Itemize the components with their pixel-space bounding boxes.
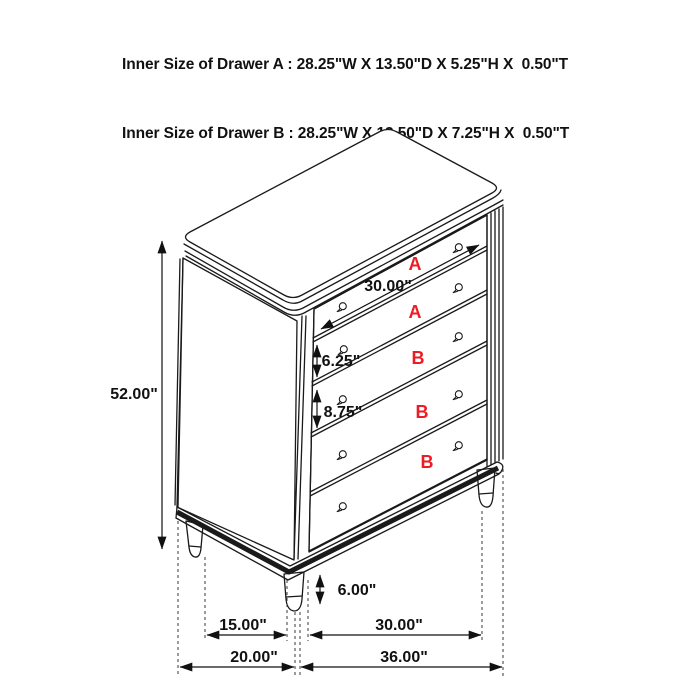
- dim-front-leg-spacing-label: 30.00": [375, 617, 423, 634]
- front-right-stile: [487, 207, 503, 467]
- drawer-2-label: A: [408, 302, 422, 322]
- dim-drawer-a-height-label: 6.25": [321, 353, 361, 370]
- dim-overall-width-label: 36.00": [380, 649, 428, 666]
- chest-illustration: [175, 130, 503, 612]
- drawer-1-label: A: [408, 254, 422, 274]
- drawer-4-label: B: [415, 402, 429, 422]
- dim-drawer-width-label: 30.00": [364, 278, 412, 295]
- inner-size-line-a: Inner Size of Drawer A : 28.25"W X 13.50"D X 5.25"H X 0.50"T: [122, 56, 568, 73]
- dim-drawer-b-height-label: 8.75": [323, 404, 363, 421]
- dim-overall-height-label: 52.00": [110, 386, 158, 403]
- inner-size-line-b: Inner Size of Drawer B : 28.25"W X 13.50"D X 7.25"H X 0.50"T: [122, 125, 570, 142]
- dim-side-leg-spacing-label: 15.00": [219, 617, 267, 634]
- chest-side-panel: [177, 258, 297, 560]
- dim-overall-depth-label: 20.00": [230, 649, 278, 666]
- drawer-5-label: B: [420, 452, 434, 472]
- drawer-3-label: B: [411, 348, 425, 368]
- dim-leg-height-label: 6.00": [337, 582, 377, 599]
